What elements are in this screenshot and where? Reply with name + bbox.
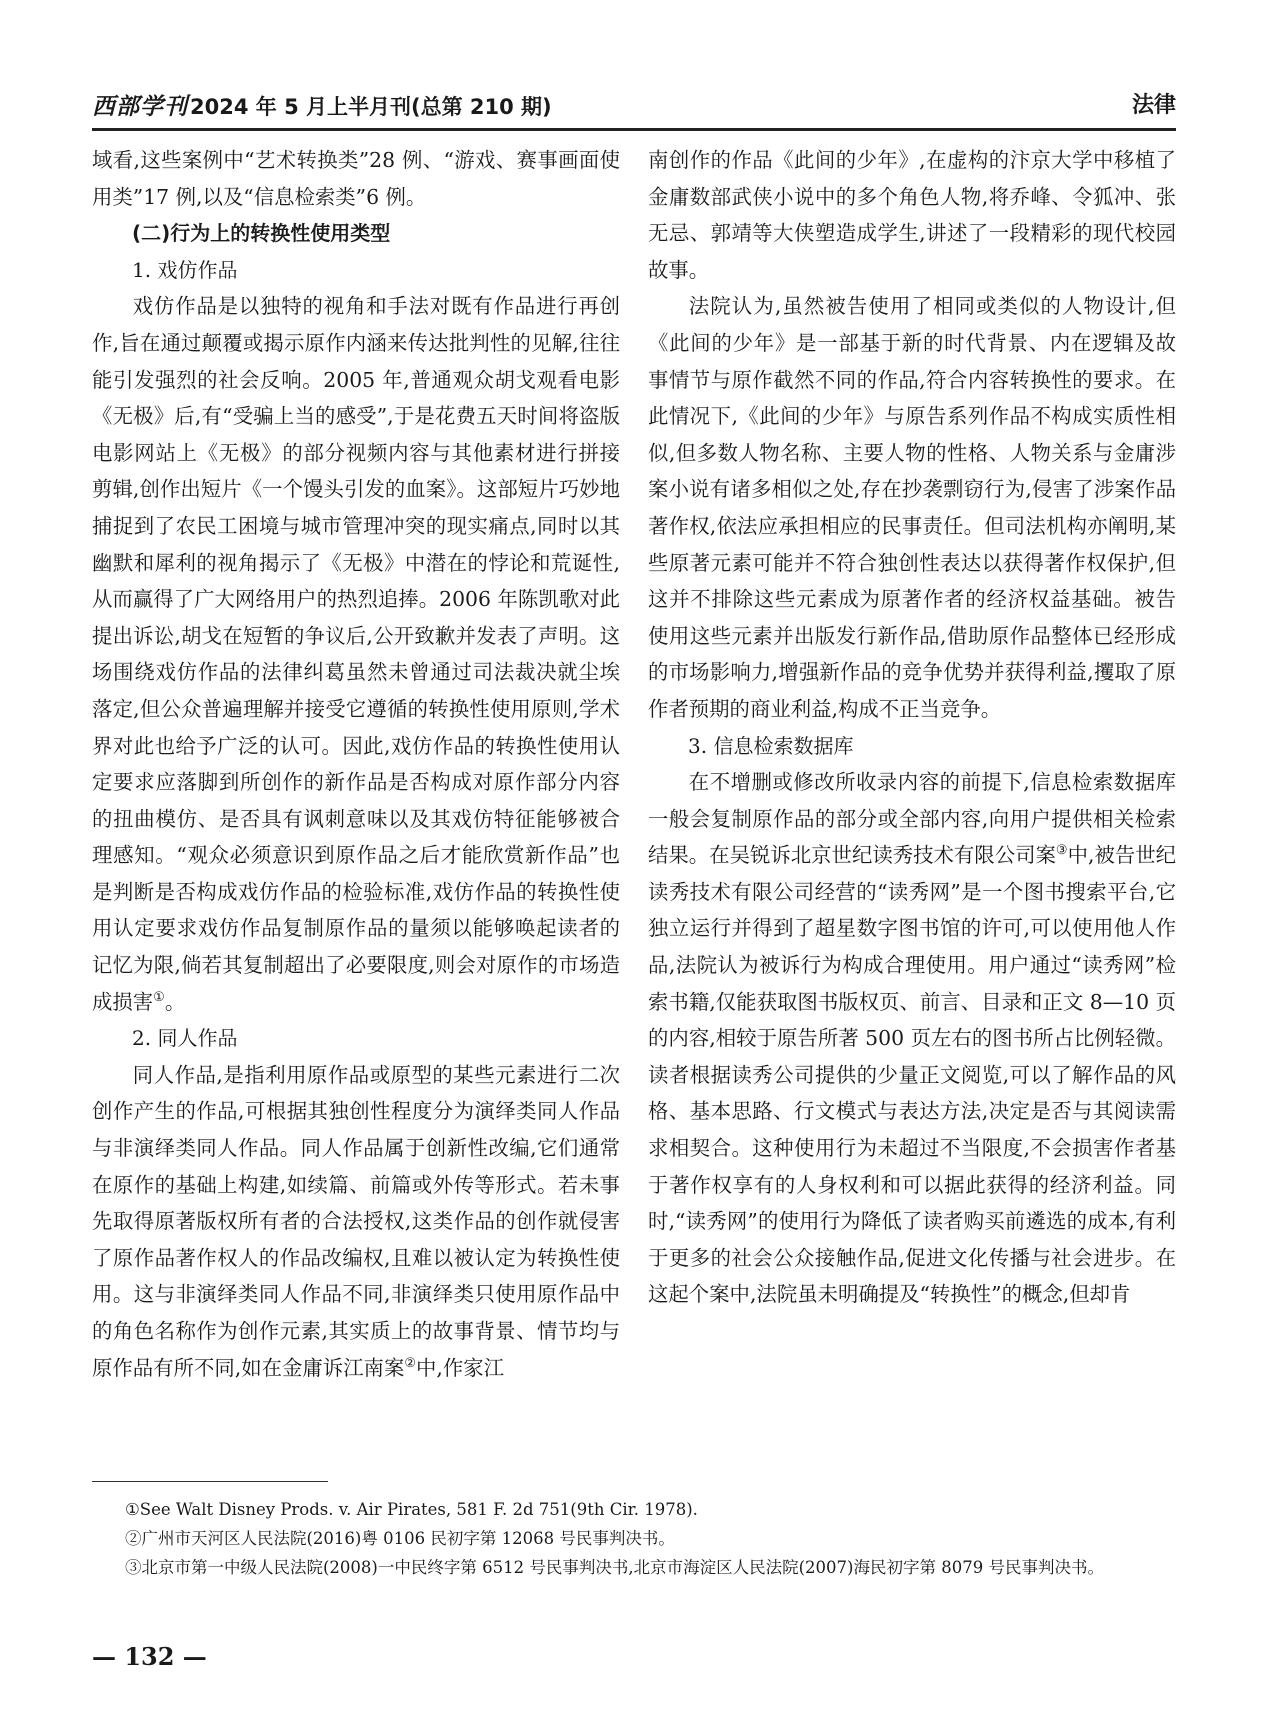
header-rule [92, 128, 1176, 131]
paragraph: 法院认为,虽然被告使用了相同或类似的人物设计,但《此间的少年》是一部基于新的时代背景、内在逻辑及故事情节与原作截然不同的作品,符合内容转换性的要求。在此情况下,《此间的少年》与原告系列作品不构成实质性相似,但多数人物名称、主要人物的性格、人物关系与金庸涉案小说有诸多相似之处,存在抄袭剽窃行为,侵害了涉案作品著作权,依法应承担相应的民事责任。但司法机构亦阐明,某些原著元素可能并不符合独创性表达以获得著作权保护,但这并不排除这些元素成为原著作者的经济权益基础。被告使用这些元素并出版发行新作品,借助原作品整体已经形成的市场影响力,增强新作品的竞争优势并获得利益,攫取了原作者预期的商业利益,构成不正当竞争。 [648, 294, 1176, 721]
journal-issue: 2024 年 5 月上半月刊(总第 210 期) [190, 95, 552, 119]
footnote-2: ②广州市天河区人民法院(2016)粤 0106 民初字第 12068 号民事判决书。 [125, 1529, 675, 1548]
section-label: 法律 [1131, 93, 1176, 118]
footnote-ref-3[interactable]: ③ [1055, 843, 1068, 859]
footnote-rule [92, 1481, 328, 1482]
footnotes [92, 1495, 1176, 1582]
paragraph: 在不增删或修改所收录内容的前提下,信息检索数据库一般会复制原作品的部分或全部内容,向用户提供相关检索结果。在吴锐诉北京世纪读秀技术有限公司案③中,被告世纪读秀技术有限公司经营的“读秀网”是一个图书搜索平台,它独立运行并得到了超星数字图书馆的许可,可以使用他人作品,法院认为被诉行为构成合理使用。用户通过“读秀网”检索书籍,仅能获取图书版权页、前言、目录和正文 8—10 页的内容,相较于原告所著 500 页左右的图书所占比例轻微。读者根据读秀公司提供的少量正文阅览,可以了解作品的风格、基本思路、行文模式与表达方法,决定是否与其阅读需求相契合。这种使用行为未超过不当限度,不会损害作者基于著作权享有的人身权利和可以据此获得的经济利益。同时,“读秀网”的使用行为降低了读者购买前遴选的成本,有利于更多的社会公众接触作品,促进文化传播与社会进步。在这起个案中,法院虽未明确提及“转换性”的概念,但却肯 [648, 770, 1177, 1307]
footnote-1: ①See Walt Disney Prods. v. Air Pirates, 581 F. 2d 751(9th Cir. 1978). [125, 1500, 698, 1519]
subsection-heading: 1. 戏仿作品 [132, 257, 238, 282]
page-number: — 132 — [92, 1642, 207, 1671]
section-heading: (二)行为上的转换性使用类型 [132, 221, 391, 246]
paragraph: 域看,这些案例中“艺术转换类”28 例、“游戏、赛事画面使用类”17 例,以及“信息检索类”6 例。 [92, 148, 620, 209]
footnote-ref-2[interactable]: ② [404, 1355, 416, 1371]
running-header [92, 88, 1176, 124]
subsection-heading: 3. 信息检索数据库 [688, 733, 854, 758]
journal-logo: 西部学刊 [92, 93, 188, 120]
right-column [648, 142, 1176, 1313]
subsection-heading: 2. 同人作品 [132, 1026, 238, 1051]
left-column [92, 142, 620, 1386]
paragraph: 戏仿作品是以独特的视角和手法对既有作品进行再创作,旨在通过颠覆或揭示原作内涵来传达批判性的见解,往往能引发强烈的社会反响。2005 年,普通观众胡戈观看电影《无极》后,有“受骗上当的感受”,于是花费五天时间将盗版电影网站上《无极》的部分视频内容与其他素材进行拼接剪辑,创作出短片《一个馒头引发的血案》。这部短片巧妙地捕捉到了农民工困境与城市管理冲突的现实痛点,同时以其幽默和犀利的视角揭示了《无极》中潜在的悖论和荒诞性,从而赢得了广大网络用户的热烈追捧。2006 年陈凯歌对此提出诉讼,胡戈在短暂的争议后,公开致歉并发表了声明。这场围绕戏仿作品的法律纠葛虽然未曾通过司法裁决就尘埃落定,但公众普遍理解并接受它遵循的转换性使用原则,学术界对此也给予广泛的认可。因此,戏仿作品的转换性使用认定要求应落脚到所创作的新作品是否构成对原作部分内容的扭曲模仿、是否具有讽刺意味以及其戏仿特征能够被合理感知。“观众必须意识到原作品之后才能欣赏新作品”也是判断是否构成戏仿作品的检验标准,戏仿作品的转换性使用认定要求戏仿作品复制原作品的量须以能够唤起读者的记忆为限,倘若其复制超出了必要限度,则会对原作的市场造成损害①。 [92, 294, 620, 1014]
footnote-3: ③北京市第一中级人民法院(2008)一中民终字第 6512 号民事判决书,北京市海淀区人民法院(2007)海民初字第 8079 号民事判决书。 [125, 1558, 1104, 1577]
paragraph: 同人作品,是指利用原作品或原型的某些元素进行二次创作产生的作品,可根据其独创性程度分为演绎类同人作品与非演绎类同人作品。同人作品属于创新性改编,它们通常在原作的基础上构建,如续篇、前篇或外传等形式。若未事先取得原著版权所有者的合法授权,这类作品的创作就侵害了原作品著作权人的作品改编权,且难以被认定为转换性使用。这与非演绎类同人作品不同,非演绎类只使用原作品中的角色名称作为创作元素,其实质上的故事背景、情节均与原作品有所不同,如在金庸诉江南案②中,作家江 [92, 1062, 620, 1380]
paragraph: 南创作的作品《此间的少年》,在虚构的汴京大学中移植了金庸数部武侠小说中的多个角色人物,将乔峰、令狐冲、张无忌、郭靖等大侠塑造成学生,讲述了一段精彩的现代校园故事。 [648, 148, 1176, 282]
footnote-ref-1[interactable]: ① [153, 989, 165, 1005]
journal-title [92, 88, 552, 121]
